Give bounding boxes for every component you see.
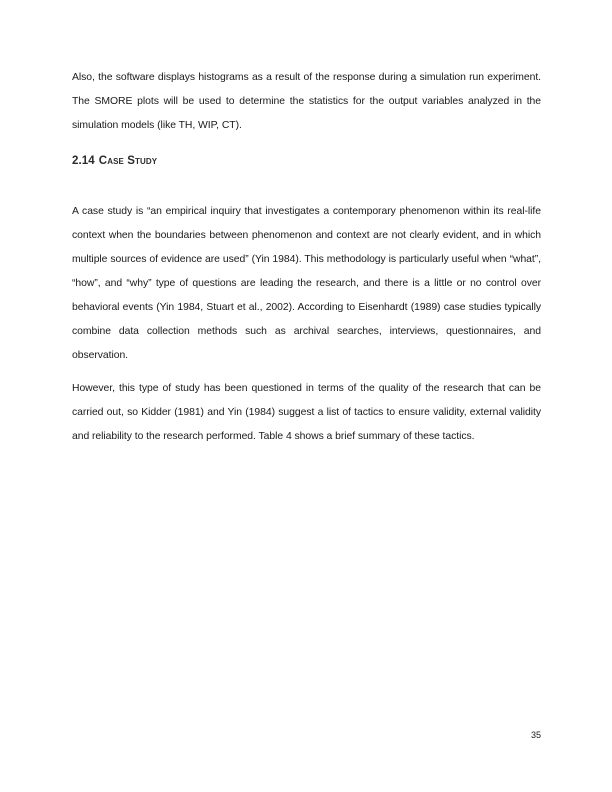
paragraph-intro: Also, the software displays histograms as a result of the response during a simulation run experiment. The SMORE plots will be used to determine the statistics for the output variables analyzed in the simulation models (like TH, WIP, CT). [72, 72, 541, 131]
paragraph-quality-tactics: However, this type of study has been questioned in terms of the quality of the research that can be carried out, so Kidder (1981) and Yin (1984) suggest a list of tactics to ensure validity, external validity and reliability to the research performed. Table 4 shows a brief summary of these tactics. [72, 383, 541, 442]
page-body [72, 66, 541, 449]
section-title: Case Study [98, 155, 158, 167]
section-number: 2.14 [72, 155, 95, 167]
section-heading [72, 151, 541, 171]
paragraph-case-study-definition: A case study is “an empirical inquiry that investigates a contemporary phenomenon within its real-life context when the boundaries between phenomenon and context are not clearly evident, and in which multiple sources of evidence are used” (Yin 1984). This methodology is particularly useful when “what”, “how”, and “why” type of questions are leading the research, and there is a little or no control over behavioral events (Yin 1984, Stuart et al., 2002). According to Eisenhardt (1989) case studies typically combine data collection methods such as archival searches, interviews, questionnaires, and observation. [72, 206, 541, 361]
page-number: 35 [530, 730, 541, 740]
